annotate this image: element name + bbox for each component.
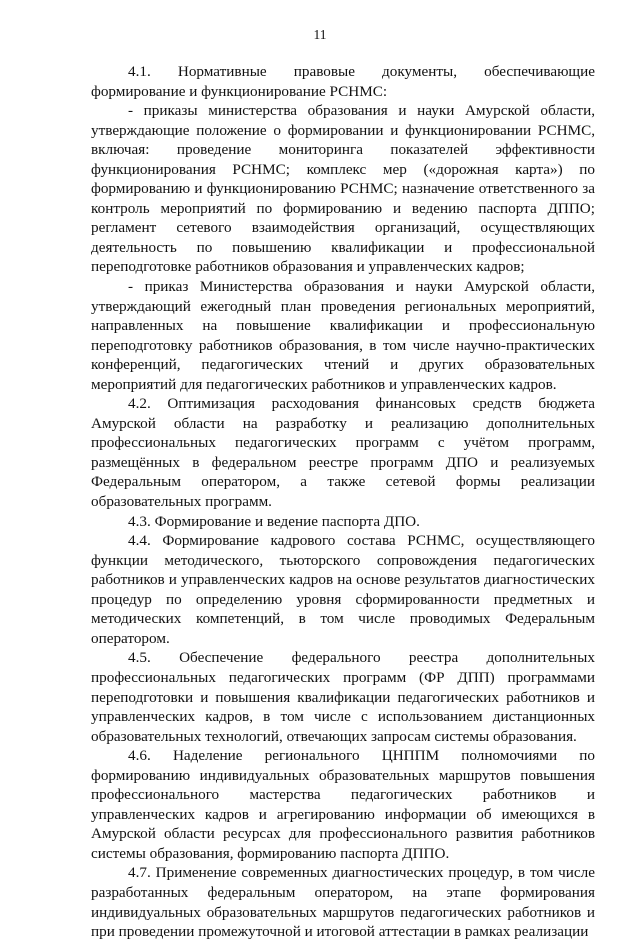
- paragraph-4-2: 4.2. Оптимизация расходования финансовых средств бюджета Амурской области на разработку и реализацию дополнительных профессиональных педагогических программ с учётом программ, размещённых в федеральном реестре программ ДПО и реализуемых Федеральным оператором, а также сетевой формы реализации образовательных программ.: [91, 395, 595, 511]
- paragraph-4-6: 4.6. Наделение регионального ЦНППМ полномочиями по формированию индивидуальных образовательных маршрутов повышения профессионального мастерства педагогических работников и управленческих кадров и агрегированию информации об имеющихся в Амурской области ресурсах для профессионального развития работников системы образования, формированию паспорта ДППО.: [91, 747, 595, 862]
- paragraph-4-7: 4.7. Применение современных диагностических процедур, в том числе разработанных федеральным оператором, на этапе формирования индивидуальных образовательных маршрутов педагогических работников и при проведении промежуточной и итоговой аттестации в рамках реализации: [91, 864, 595, 941]
- paragraph-4-5: 4.5. Обеспечение федерального реестра дополнительных профессиональных педагогических программ (ФР ДПП) программами переподготовки и повышения квалификации педагогических работников и управленческих кадров, в том числе с использованием дистанционных образовательных технологий, отвечающих запросам системы образования.: [91, 649, 595, 745]
- paragraph-4-4: 4.4. Формирование кадрового состава РСНМС, осуществляющего функции методического, тьюторского сопровождения педагогических работников и управленческих кадров на основе результатов диагностических процедур по определению уровня сформированности предметных и методических компетенций, в том числе проводимых Федеральным оператором.: [91, 532, 595, 647]
- document-body: [91, 62, 595, 942]
- paragraph-4-3: 4.3. Формирование и ведение паспорта ДПО.: [128, 512, 420, 530]
- paragraph-4-1: 4.1. Нормативные правовые документы, обеспечивающие формирование и функционирование РСНМС:: [91, 63, 595, 100]
- paragraph-4-1-list-item-1: - приказы министерства образования и науки Амурской области, утверждающие положение о формировании и функционировании РСНМС, включая: проведение мониторинга показателей эффективности функционирования РСНМС; комплекс мер («дорожная карта») по формированию и функционированию РСНМС; назначение ответственного за контроль мероприятий по формированию и ведению паспорта ДППО; регламент сетевого взаимодействия организаций, осуществляющих деятельность по повышению квалификации и профессиональной переподготовке работников образования и управленческих кадров;: [91, 102, 595, 276]
- paragraph-4-1-list-item-2: - приказ Министерства образования и науки Амурской области, утверждающий ежегодный план проведения региональных мероприятий, направленных на повышение квалификации и профессиональную переподготовку работников образования, в том числе научно-практических конференций, педагогических чтений и других образовательных мероприятий для педагогических работников и управленческих кадров.: [91, 278, 595, 393]
- page-number: 11: [313, 27, 327, 42]
